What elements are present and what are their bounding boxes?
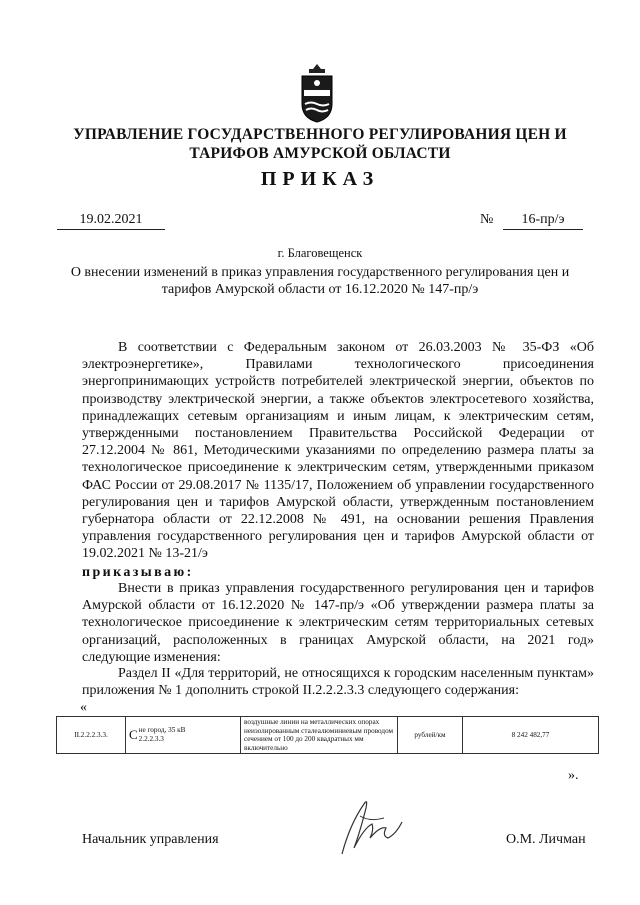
- signatory-name: О.М. Личман: [506, 832, 586, 847]
- order-paragraph: Внести в приказ управления государственного регулирования цен и тарифов Амурской области от 16.12.2020 № 147-пр/э «Об утверждении размера платы за технологическое присоединение к электрическим сетям территориальных сетевых организаций, расположенных в границах Амурской области, на 2021 год» следующие изменения:: [82, 581, 594, 665]
- rate-subscript: 2.2.2.3.3: [138, 734, 164, 743]
- quote-close: ».: [568, 768, 579, 783]
- rate-letter: С: [129, 727, 138, 742]
- row-unit: рублей/км: [398, 717, 463, 754]
- preamble-paragraph: В соответствии с Федеральным законом от 26.03.2003 № 35-ФЗ «Об электроэнергетике», Правилами технологического присоединения энергопринимающих устройств потребителей электрической энергии, объектов по производству электрической энергии, а также объектов электросетевого хозяйства, принадлежащих сетевым организациям и иным лицам, к электрическим сетям, утвержденными постановлением Правительства Российской Федерации от 27.12.2004 № 861, Методическими указаниями по определению размера платы за технологическое присоединение к электрическим сетям, утвержденными приказом ФАС России от 29.08.2017 № 1135/17, Положением об управлении государственного регулирования цен и тарифов Амурской области, утвержденным постановлением губернатора области от 22.12.2008 № 491, на основании решения Правления управления государственного регулирования цен и тарифов Амурской области от 19.02.2021 № 13-21/э: [82, 340, 594, 562]
- rate-superscript: не город, 35 кВ: [138, 726, 186, 734]
- row-value: 8 242 482,77: [463, 717, 599, 754]
- prikazyvayu-label: приказываю:: [82, 565, 194, 580]
- row-description: воздушные линии на металлических опорах неизолированным сталеалюминиевым проводом сечением от 100 до 200 квадратных мм включительно: [241, 717, 398, 754]
- number-label: №: [480, 212, 494, 227]
- quote-open: «: [80, 700, 87, 715]
- organization-title: УПРАВЛЕНИЕ ГОСУДАРСТВЕННОГО РЕГУЛИРОВАНИЯ ЦЕН И ТАРИФОВ АМУРСКОЙ ОБЛАСТИ: [73, 126, 567, 162]
- inserted-row-table: [56, 716, 599, 754]
- document-number: 16-пр/э: [503, 212, 583, 230]
- rate-designation: [126, 717, 241, 754]
- document-subject: О внесении изменений в приказ управления государственного регулирования цен и тарифов Амурской области от 16.12.2020 № 147-пр/э: [70, 265, 570, 297]
- signatory-role: Начальник управления: [82, 832, 219, 847]
- section-paragraph: Раздел II «Для территорий, не относящихся к городским населенным пунктам» приложения № 1 дополнить строкой II.2.2.2.3.3 следующего содержания:: [82, 666, 594, 699]
- handwritten-signature-icon: [332, 796, 412, 858]
- city: г. Благовещенск: [277, 246, 363, 260]
- document-date: 19.02.2021: [57, 212, 165, 230]
- coat-of-arms-icon: [296, 62, 338, 124]
- table-row: [57, 717, 599, 754]
- row-code: II.2.2.2.3.3.: [57, 717, 126, 754]
- document-type: ПРИКАЗ: [260, 168, 380, 190]
